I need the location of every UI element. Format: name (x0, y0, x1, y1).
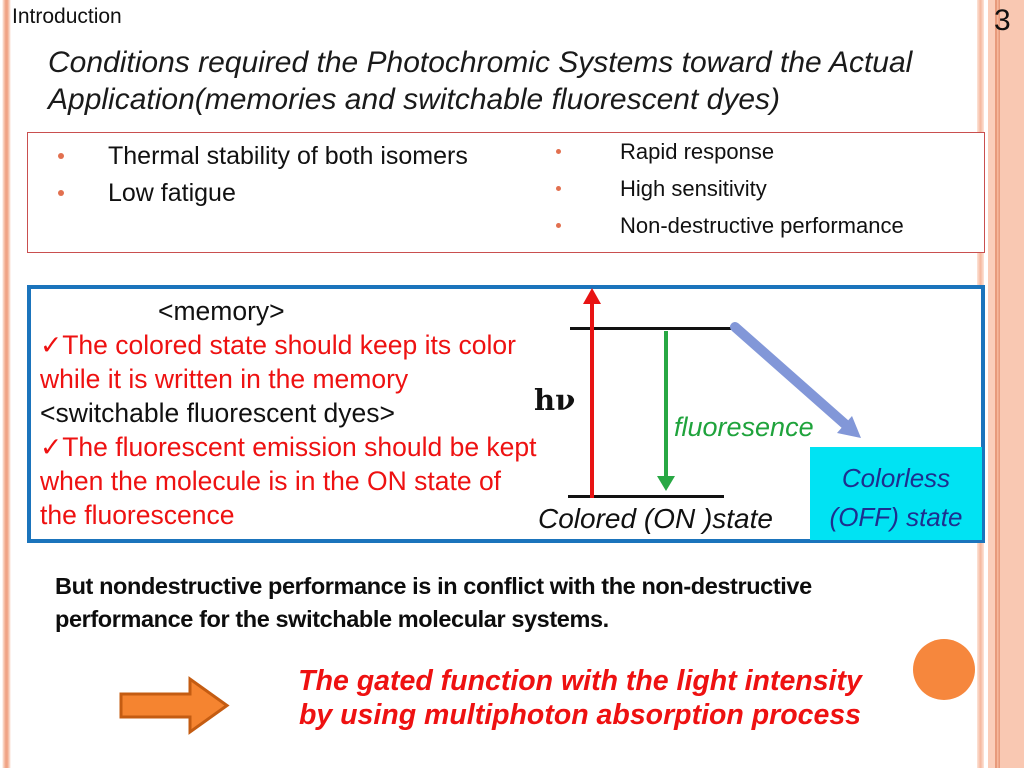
bullet-dot-icon (556, 223, 561, 228)
bullet-dot-icon (556, 186, 561, 191)
colorless-label-line1: Colorless (841, 463, 951, 493)
list-item (556, 212, 904, 249)
bullet-dot-icon (58, 153, 64, 159)
requirement-label: Rapid response (620, 139, 775, 164)
fluorescence-arrow-icon (664, 331, 668, 477)
switchable-heading: <switchable fluorescent dyes> (40, 398, 396, 428)
requirements-left-column (58, 140, 468, 214)
colored-on-state-label: Colored (ON )state (538, 503, 773, 534)
list-item (58, 140, 468, 177)
bullet-dot-icon (58, 190, 64, 196)
memory-requirement-text: ✓The colored state should keep its color while it is written in the memory (40, 330, 516, 394)
excitation-arrowhead-icon (583, 288, 601, 304)
requirement-label: Non-destructive performance (620, 213, 904, 238)
slide-title: Conditions required the Photochromic Systems toward the Actual Application(memories and switchable fluorescent dyes) (48, 46, 913, 116)
requirements-right-column (556, 138, 904, 249)
gated-function-statement (255, 664, 905, 732)
colorless-off-state-box (810, 447, 982, 540)
hv-photon-label: hν (534, 383, 576, 417)
colorless-label-line2: (OFF) state (829, 502, 963, 532)
memory-text-block (40, 294, 544, 532)
requirements-box (27, 132, 985, 253)
excited-state-level-line (570, 327, 735, 330)
left-border-stripe (2, 0, 11, 768)
list-item (556, 138, 904, 175)
requirement-label: High sensitivity (620, 176, 767, 201)
gated-statement-line1: The gated function with the light intensity (298, 665, 862, 697)
switchable-requirement-text: ✓The fluorescent emission should be kept when the molecule is in the ON state of the fluorescence (40, 432, 537, 530)
list-item (556, 175, 904, 212)
right-border-stripe-wide (988, 0, 1024, 768)
slide-number: 3 (994, 4, 1011, 37)
list-item (58, 177, 468, 214)
excitation-arrow-icon (590, 302, 594, 498)
conflict-statement: But nondestructive performance is in conflict with the non-destructive performance for the switchable molecular systems. (55, 573, 812, 632)
fluorescence-arrowhead-icon (657, 476, 675, 491)
section-label: Introduction (12, 5, 122, 28)
orange-circle-decoration (913, 639, 975, 700)
memory-heading: <memory> (158, 296, 285, 326)
requirement-label: Low fatigue (108, 179, 236, 207)
fluorescence-label: fluoresence (674, 412, 814, 442)
block-arrow-right-icon (119, 676, 231, 738)
gated-statement-line2: by using multiphoton absorption process (298, 699, 862, 731)
requirement-label: Thermal stability of both isomers (108, 142, 468, 170)
bullet-dot-icon (556, 149, 561, 154)
